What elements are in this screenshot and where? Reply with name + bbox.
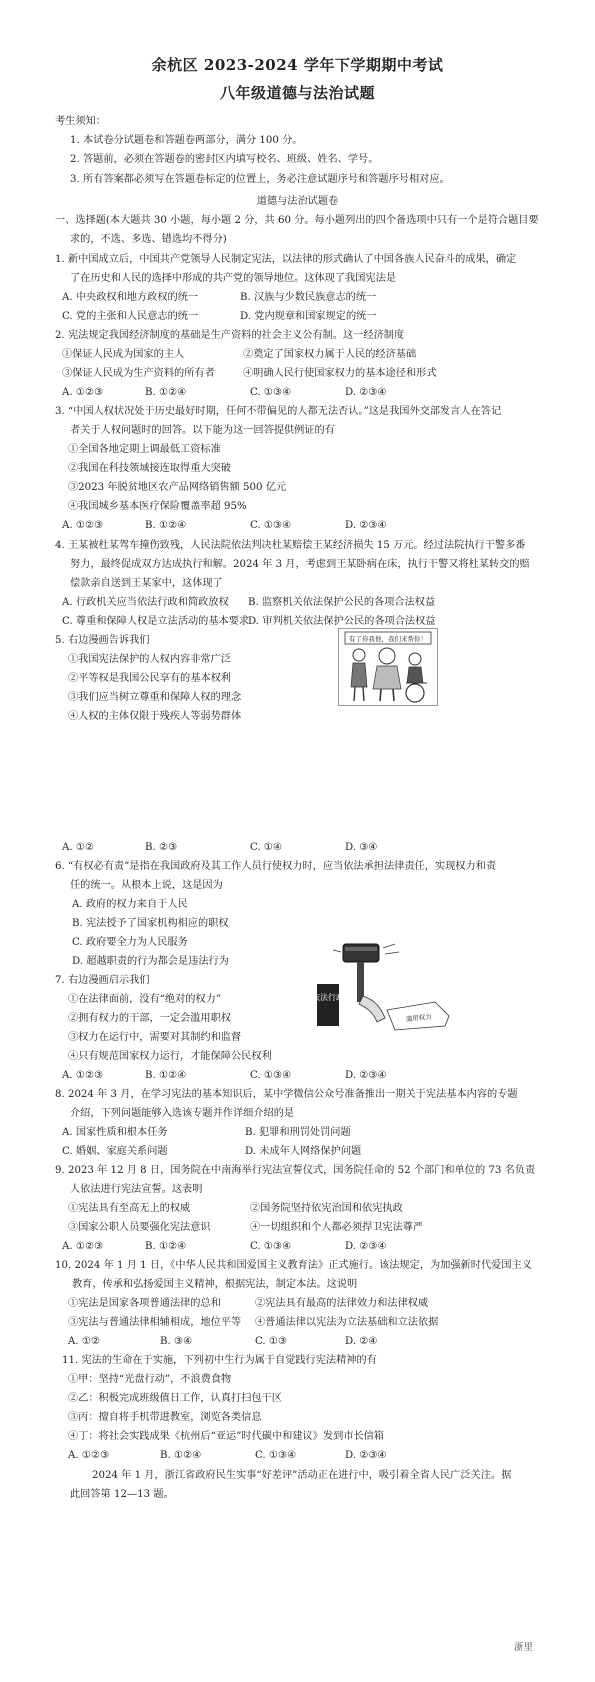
q8-option-a: A. 国家性质和根本任务 [62, 1127, 168, 1138]
q2-statement-3: ③保证人民成为生产资料的所有者 [62, 368, 215, 379]
q4-stem-1: 4. 王某被杜某驾车撞伤致残，人民法院依法判决杜某赔偿王某经济损失 15 万元。经过法院执行干警多番 [55, 540, 526, 551]
q10-stem-2: 教育，传承和弘扬爱国主义精神，根据宪法，制定本法。这说明 [72, 1279, 358, 1290]
q7-statement-3: ③权力在运行中，需要对其制约和监督 [68, 1032, 242, 1043]
q11-statement-4: ④丁：将社会实践成果《杭州后“亚运”时代碳中和建议》发到市长信箱 [68, 1431, 385, 1442]
q7-option-c: C. ①③④ [250, 1070, 292, 1081]
q10-statement-3: ③宪法与普通法律相辅相成，地位平等 [68, 1317, 242, 1328]
notice-3: 3. 所有答案都必须写在答题卷标定的位置上，务必注意试题序号和答题序号相对应。 [70, 174, 450, 185]
q2-statement-4: ④明确人民行使国家权力的基本途径和形式 [243, 368, 437, 379]
q9-statement-2: ②国务院坚持依宪治国和依宪执政 [250, 1203, 403, 1214]
q9-option-a: A. ①②③ [62, 1241, 104, 1252]
q3-statement-3: ③2023 年脱贫地区农产品网络销售额 500 亿元 [68, 482, 287, 493]
q6-option-b: B. 宪法授予了国家机构相应的职权 [72, 918, 229, 929]
q8-stem-2: 介绍，下列问题能够入选该专题并作详细介绍的是 [70, 1108, 295, 1119]
q11-statement-1: ①甲：坚持“光盘行动”，不浪费食物 [68, 1374, 232, 1385]
q5-statement-1: ①我国宪法保护的人权内容非常广泛 [68, 654, 231, 665]
q11-option-b: B. ①②④ [160, 1450, 202, 1461]
q11-stem: 11. 宪法的生命在于实施，下列初中生行为属于自觉践行宪法精神的有 [62, 1355, 377, 1366]
q7-statement-2: ②拥有权力的干部，一定会滥用职权 [68, 1013, 231, 1024]
q9-option-c: C. ①③④ [250, 1241, 292, 1252]
q8-option-d: D. 未成年人网络保护问题 [245, 1146, 362, 1157]
exam-subtitle: 八年级道德与法治试题 [219, 84, 375, 102]
q11-statement-3: ③丙：擅自将手机带进教室，浏览各类信息 [68, 1412, 262, 1423]
q5-statement-4: ④人权的主体仅限于残疾人等弱势群体 [68, 711, 242, 722]
q11-statement-2: ②乙：积极完成班级值日工作，认真打扫包干区 [68, 1393, 282, 1404]
q10-statement-4: ④普通法律以宪法为立法基础和立法依据 [255, 1317, 439, 1328]
q3-option-a: A. ①②③ [62, 520, 104, 531]
q9-stem-1: 9. 2023 年 12 月 8 日，国务院在中南海举行宪法宣誓仪式，国务院任命的 52 个部门和单位的 73 名负责 [55, 1165, 536, 1176]
intro-q12-line2: 此回答第 12—13 题。 [70, 1489, 174, 1500]
q6-stem-1: 6. “有权必有责”是指在我国政府及其工作人员行使权力时，应当依法承担法律责任，实现权力和责 [55, 861, 497, 872]
q5-statement-3: ③我们应当树立尊重和保障人权的理念 [68, 692, 242, 703]
q5-option-c: C. ①④ [250, 842, 283, 853]
intro-q12-line1: 2024 年 1 月，浙江省政府民生实事“好差评”活动正在进行中，吸引着全省人民广泛关注。据 [92, 1470, 512, 1481]
q6-option-d: D. 超越职责的行为都会是违法行为 [72, 956, 229, 967]
q3-statement-2: ②我国在科技领域接连取得重大突破 [68, 463, 231, 474]
q7-stem: 7. 右边漫画启示我们 [55, 975, 150, 986]
part1-line1: 一、选择题(本大题共 30 小题，每小题 2 分，共 60 分。每小题列出的四个备选项中只有一个是符合题目要 [55, 215, 539, 226]
q6-option-c: C. 政府要全力为人民服务 [72, 937, 188, 948]
q10-option-d: D. ②④ [345, 1336, 378, 1347]
q1-option-b: B. 汉族与少数民族意志的统一 [240, 292, 377, 303]
q10-option-c: C. ①③ [255, 1336, 288, 1347]
q9-stem-2: 人依法进行宪法宣誓。这表明 [70, 1184, 203, 1195]
q3-stem-2: 者关于人权问题时的回答。以下能为这一回答提供例证的有 [70, 425, 335, 436]
q7-cartoon-box-label: 依法行政 [315, 993, 344, 1002]
notice-2: 2. 答题前，必须在答题卷的密封区内填写校名、班级、姓名、学号。 [70, 154, 379, 165]
q4-option-b: B. 监察机关依法保护公民的各项合法权益 [248, 597, 436, 608]
q2-stem: 2. 宪法规定我国经济制度的基础是生产资料的社会主义公有制。这一经济制度 [55, 330, 405, 341]
q9-option-d: D. ②③④ [345, 1241, 387, 1252]
q2-option-a: A. ①②③ [62, 387, 104, 398]
q10-stem-1: 10. 2024 年 1 月 1 日，《中华人民共和国爱国主义教育法》正式施行。该法规定，为加强新时代爱国主义 [55, 1260, 532, 1271]
q8-option-b: B. 犯罪和刑罚处罚问题 [245, 1127, 351, 1138]
q9-option-b: B. ①②④ [145, 1241, 187, 1252]
q10-option-b: B. ③④ [160, 1336, 193, 1347]
q10-statement-1: ①宪法是国家各项普通法律的总和 [68, 1298, 221, 1309]
q7-cartoon-paper-label: 滥用权力 [405, 1012, 433, 1024]
q9-statement-4: ④一切组织和个人都必须捍卫宪法尊严 [250, 1222, 424, 1233]
q4-option-a: A. 行政机关应当依法行政和简政放权 [62, 597, 229, 608]
q7-option-a: A. ①②③ [62, 1070, 104, 1081]
q7-statement-1: ①在法律面前，没有“绝对的权力” [68, 994, 222, 1005]
section-title: 道德与法治试题卷 [256, 196, 339, 207]
q7-option-b: B. ①②④ [145, 1070, 187, 1081]
q2-option-d: D. ②③④ [345, 387, 387, 398]
q5-option-b: B. ②③ [145, 842, 178, 853]
q5-cartoon-drawing [339, 629, 437, 705]
q5-stem: 5. 右边漫画告诉我们 [55, 635, 150, 646]
exam-title: 余杭区 2023-2024 学年下学期期中考试 [151, 56, 444, 74]
q5-cartoon [338, 628, 438, 706]
q2-option-b: B. ①②④ [145, 387, 187, 398]
part1-line2: 求的，不选、多选、错选均不得分) [70, 234, 227, 245]
q11-option-c: C. ①③④ [255, 1450, 297, 1461]
q5-option-d: D. ③④ [345, 842, 378, 853]
q4-option-d: D. 审判机关依法保护公民的各项合法权益 [248, 616, 436, 627]
q3-stem-1: 3. “中国人权状况处于历史最好时期，任何不带偏见的人都无法否认。”这是我国外交部发言人在答记 [55, 406, 502, 417]
q4-stem-2: 努力，最终促成双方达成执行和解。2024 年 3 月，考虑到王某卧病在床，执行干警又将杜某转交的赔 [70, 559, 530, 570]
q3-option-d: D. ②③④ [345, 520, 387, 531]
q9-statement-1: ①宪法具有至高无上的权威 [68, 1203, 191, 1214]
q11-option-a: A. ①②③ [68, 1450, 110, 1461]
q6-option-a: A. 政府的权力来自于人民 [72, 899, 188, 910]
q9-statement-3: ③国家公职人员要强化宪法意识 [68, 1222, 211, 1233]
q1-option-a: A. 中央政权和地方政权的统一 [62, 292, 199, 303]
q4-stem-3: 偿款亲自送到王某家中，这体现了 [70, 578, 223, 589]
q5-statement-2: ②平等权是我国公民享有的基本权利 [68, 673, 231, 684]
q1-option-c: C. 党的主张和人民意志的统一 [62, 311, 199, 322]
notice-1: 1. 本试卷分试题卷和答题卷两部分，满分 100 分。 [70, 135, 303, 146]
q2-statement-2: ②奠定了国家权力属于人民的经济基础 [243, 349, 417, 360]
notice-title: 考生须知： [55, 116, 106, 127]
q3-statement-1: ①全国各地定期上调最低工资标准 [68, 444, 221, 455]
q5-cartoon-caption: 有了你我他，我们来帮你！ [349, 635, 427, 643]
q11-option-d: D. ②③④ [345, 1450, 387, 1461]
q3-statement-4: ④我国城乡基本医疗保险覆盖率超 95% [68, 501, 247, 512]
q7-option-d: D. ②③④ [345, 1070, 387, 1081]
q10-option-a: A. ①② [68, 1336, 101, 1347]
q1-stem-2: 了在历史和人民的选择中形成的共产党的领导地位。这体现了我国宪法是 [70, 273, 396, 284]
q8-option-c: C. 婚姻、家庭关系问题 [62, 1146, 168, 1157]
q7-statement-4: ④只有规范国家权力运行，才能保障公民权利 [68, 1051, 272, 1062]
q6-stem-2: 任的统一。从根本上说，这是因为 [70, 880, 223, 891]
q1-stem-1: 1. 新中国成立后，中国共产党领导人民制定宪法，以法律的形式确认了中国各族人民奋斗的成果，确定 [55, 254, 517, 265]
footer-mark: 浙里 [514, 1642, 534, 1653]
q7-cartoon-drawing [315, 938, 455, 1038]
q5-option-a: A. ①② [62, 842, 95, 853]
q3-option-c: C. ①③④ [250, 520, 292, 531]
q2-option-c: C. ①③④ [250, 387, 292, 398]
q2-statement-1: ①保证人民成为国家的主人 [62, 349, 185, 360]
q10-statement-2: ②宪法具有最高的法律效力和法律权威 [255, 1298, 429, 1309]
q8-stem-1: 8. 2024 年 3 月，在学习宪法的基本知识后，某中学微信公众号准备推出一期关于宪法基本内容的专题 [55, 1089, 518, 1100]
q1-option-d: D. 党内规章和国家规定的统一 [240, 311, 377, 322]
q7-cartoon [315, 938, 455, 1038]
q3-option-b: B. ①②④ [145, 520, 187, 531]
q4-option-c: C. 尊重和保障人权是立法活动的基本要求 [62, 616, 250, 627]
